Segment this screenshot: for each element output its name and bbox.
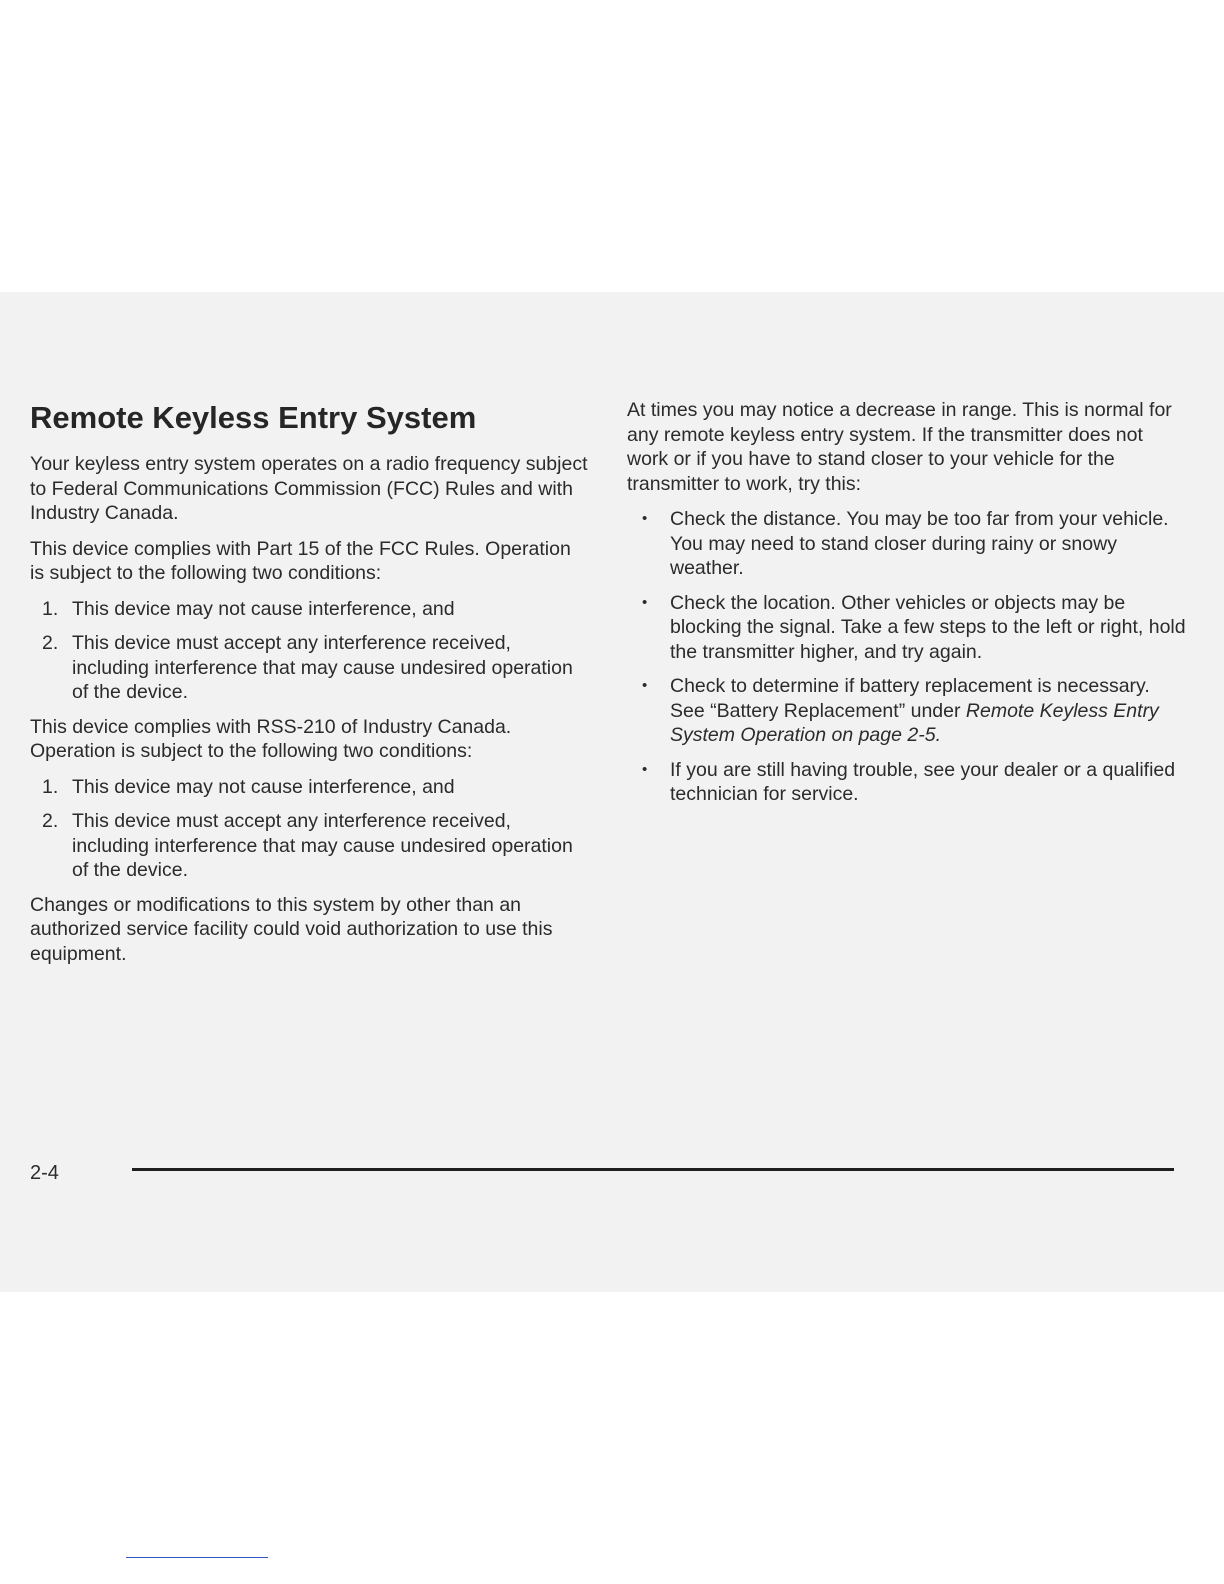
list-text: This device may not cause interference, and <box>72 597 455 620</box>
page-number: 2-4 <box>30 1162 59 1184</box>
list-number: 2. <box>42 810 59 832</box>
list-number: 1. <box>42 775 59 798</box>
list-text: Check the location. Other vehicles or objects may be blocking the signal. Take a few steps to the left or right, hold the transmitter higher, and try again. <box>670 591 1186 663</box>
left-column <box>30 398 590 977</box>
footer-rule <box>132 1168 1174 1171</box>
list-item <box>627 674 1187 748</box>
troubleshooting-list <box>627 507 1187 807</box>
right-column <box>627 398 1187 817</box>
bullet-icon: • <box>642 510 648 527</box>
industry-canada-paragraph: This device complies with RSS-210 of Industry Canada. Operation is subject to the following two conditions: <box>30 715 512 762</box>
list-text: If you are still having trouble, see your dealer or a qualified technician for service. <box>670 758 1176 805</box>
fcc-conditions-list <box>30 597 590 705</box>
intro-paragraph: Your keyless entry system operates on a radio frequency subject to Federal Communications Commission (FCC) Rules and with Industry Canada. <box>30 453 588 524</box>
cross-reference-link[interactable]: Remote Keyless Entry System Operation on page 2-5. <box>670 699 1159 746</box>
list-item <box>30 631 590 705</box>
bullet-icon: • <box>642 593 648 611</box>
list-item <box>30 809 590 883</box>
bullet-icon: • <box>642 677 648 694</box>
list-text: This device may not cause interference, and <box>72 775 455 798</box>
list-item <box>627 507 1187 581</box>
list-text: This device must accept any interference received, including interference that may cause undesired operation of the device. <box>72 632 573 703</box>
ic-conditions-list <box>30 775 590 883</box>
list-number: 2. <box>42 632 59 654</box>
list-text: Check to determine if battery replacement is necessary. See “Battery Replacement” under <box>670 675 1150 722</box>
modifications-paragraph: Changes or modifications to this system by other than an authorized service facility could void authorization to use this equipment. <box>30 893 553 965</box>
list-item <box>30 597 590 622</box>
list-item <box>30 775 590 800</box>
divider <box>126 1557 268 1558</box>
section-heading: Remote Keyless Entry System <box>30 400 477 435</box>
list-text: Check the distance. You may be too far from your vehicle. You may need to stand closer during rainy or snowy weather. <box>670 508 1169 579</box>
list-text: This device must accept any interference received, including interference that may cause undesired operation of the device. <box>72 810 573 881</box>
fcc-paragraph: This device complies with Part 15 of the FCC Rules. Operation is subject to the following two conditions: <box>30 537 571 584</box>
range-paragraph: At times you may notice a decrease in range. This is normal for any remote keyless entry system. If the transmitter does not work or if you have to stand closer to your vehicle for the transmitter to work, try this: <box>627 399 1172 495</box>
list-number: 1. <box>42 597 59 620</box>
list-item <box>627 758 1187 807</box>
list-item <box>627 591 1187 665</box>
bullet-icon: • <box>642 760 648 778</box>
